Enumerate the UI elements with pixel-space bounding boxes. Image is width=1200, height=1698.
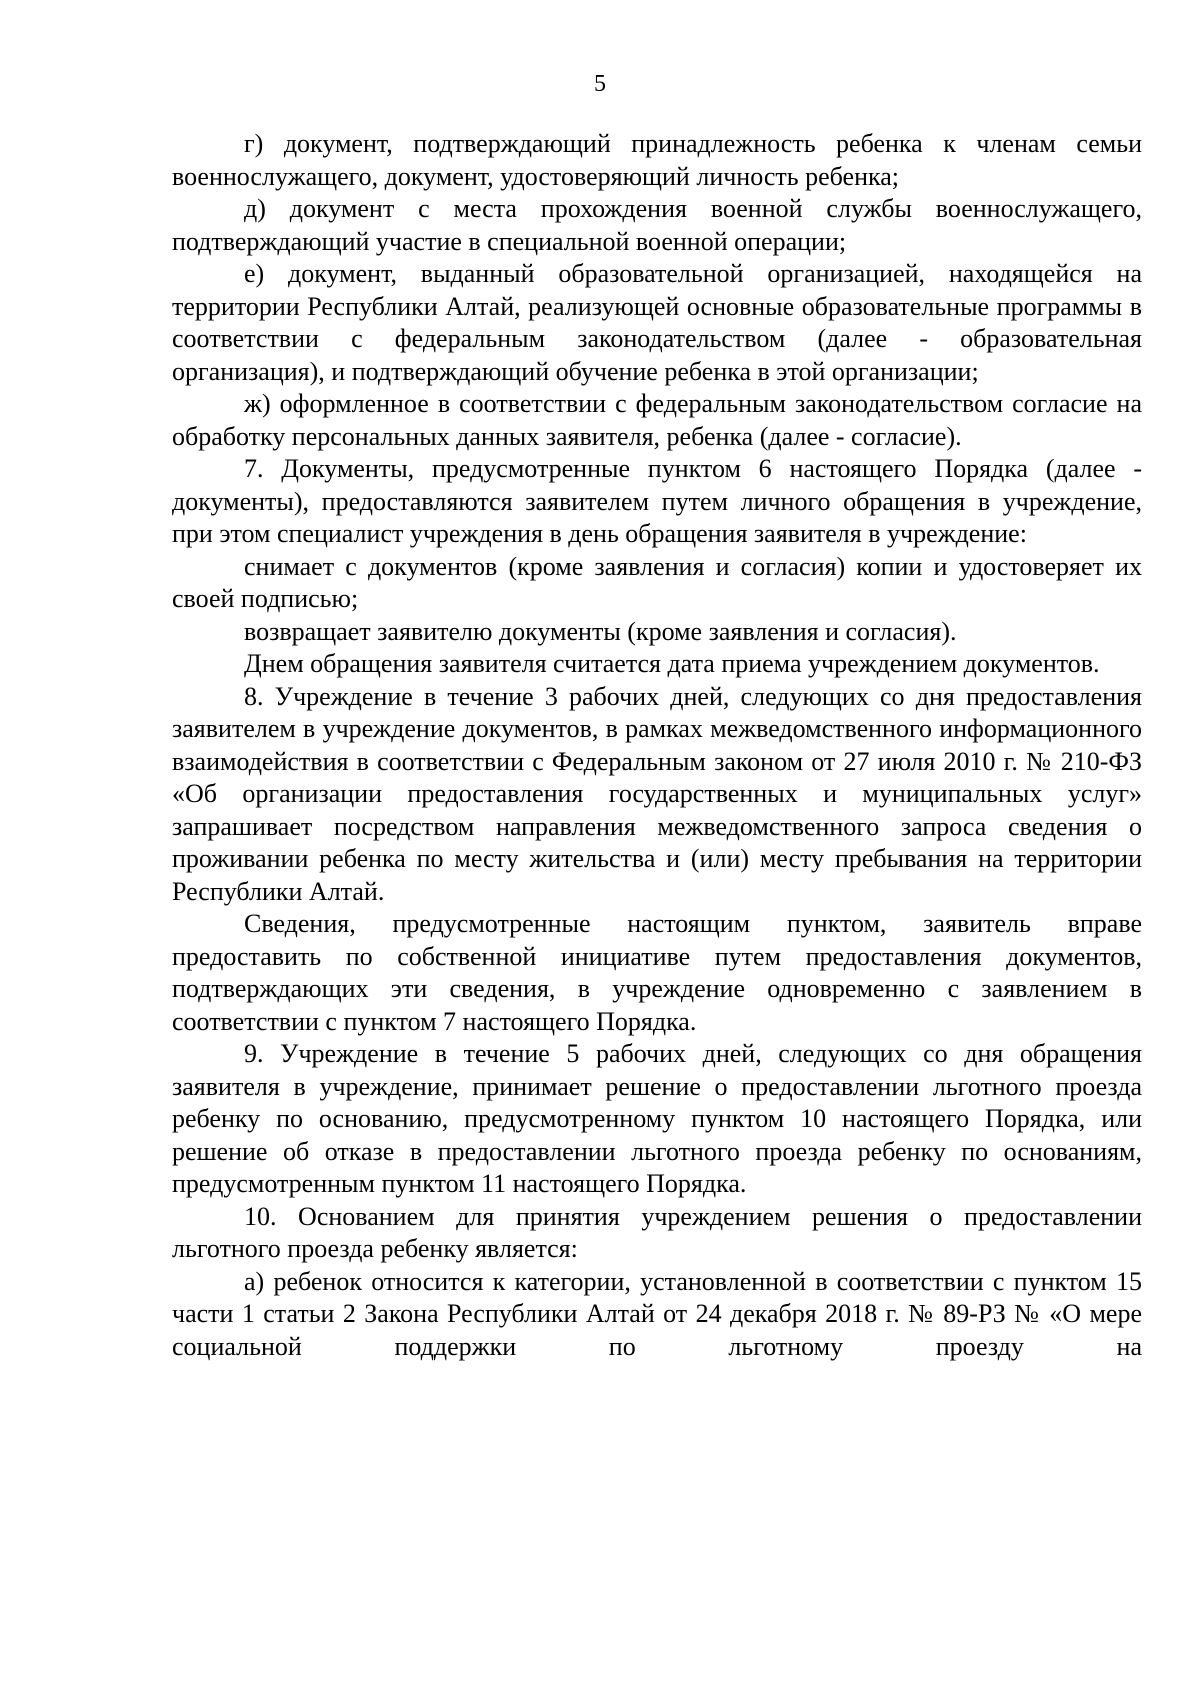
paragraph-clause-7-date: Днем обращения заявителя считается дата приема учреждением документов. [244,649,1100,678]
paragraph-clause-9: 9. Учреждение в течение 5 рабочих дней, следующих со дня обращения заявителя в учреждение, принимает решение о предоставлении льготного проезда ребенку по основанию, предусмотренному пунктом 10 настоящего Порядка, или решение об отказе в предоставлении льготного проезда ребенку по основаниям, предусмотренным пунктом 11 настоящего Порядка. [172,1039,1142,1198]
paragraph-clause-10: 10. Основанием для принятия учреждением решения о предоставлении льготного проезда ребенку является: [172,1201,1142,1263]
page-number: 5 [594,71,606,97]
paragraph-clause-7-copies: снимает с документов (кроме заявления и согласия) копии и удостоверяет их своей подписью; [172,551,1142,613]
paragraph-item-zh: ж) оформленное в соответствии с федеральным законодательством согласие на обработку персональных данных заявителя, ребенка (далее - согласие). [172,389,1142,451]
paragraph-clause-10-a: а) ребенок относится к категории, установленной в соответствии с пунктом 15 части 1 статьи 2 Закона Республики Алтай от 24 декабря 2018 г. № 89-РЗ № «О мере социальной поддержки по льготному проезду на [172,1266,1142,1361]
document-body [172,128,1142,1363]
paragraph-clause-7-return: возвращает заявителю документы (кроме заявления и согласия). [244,616,957,646]
paragraph-clause-8-info: Сведения, предусмотренные настоящим пунктом, заявитель вправе предоставить по собственной инициативе путем предоставления документов, подтверждающих эти сведения, в учреждение одновременно с заявлением в соответствии с пунктом 7 настоящего Порядка. [172,909,1142,1036]
paragraph-item-d: д) документ с места прохождения военной службы военнослужащего, подтверждающий участие в специальной военной операции; [172,194,1142,256]
paragraph-item-g: г) документ, подтверждающий принадлежность ребенка к членам семьи военнослужащего, документ, удостоверяющий личность ребенка; [172,129,1142,191]
paragraph-clause-7: 7. Документы, предусмотренные пунктом 6 настоящего Порядка (далее - документы), предоставляются заявителем путем личного обращения в учреждение, при этом специалист учреждения в день обращения заявителя в учреждение: [172,454,1142,548]
paragraph-clause-8: 8. Учреждение в течение 3 рабочих дней, следующих со дня предоставления заявителем в учреждение документов, в рамках межведомственного информационного взаимодействия в соответствии с Федеральным законом от 27 июля 2010 г. № 210-ФЗ «Об организации предоставления государственных и муниципальных услуг» запрашивает посредством направления межведомственного запроса сведения о проживании ребенка по месту жительства и (или) месту пребывания на территории Республики Алтай. [172,681,1142,906]
paragraph-item-e: е) документ, выданный образовательной организацией, находящейся на территории Республики Алтай, реализующей основные образовательные программы в соответствии с федеральным законодательством (далее - образовательная организация), и подтверждающий обучение ребенка в этой организации; [172,259,1142,386]
